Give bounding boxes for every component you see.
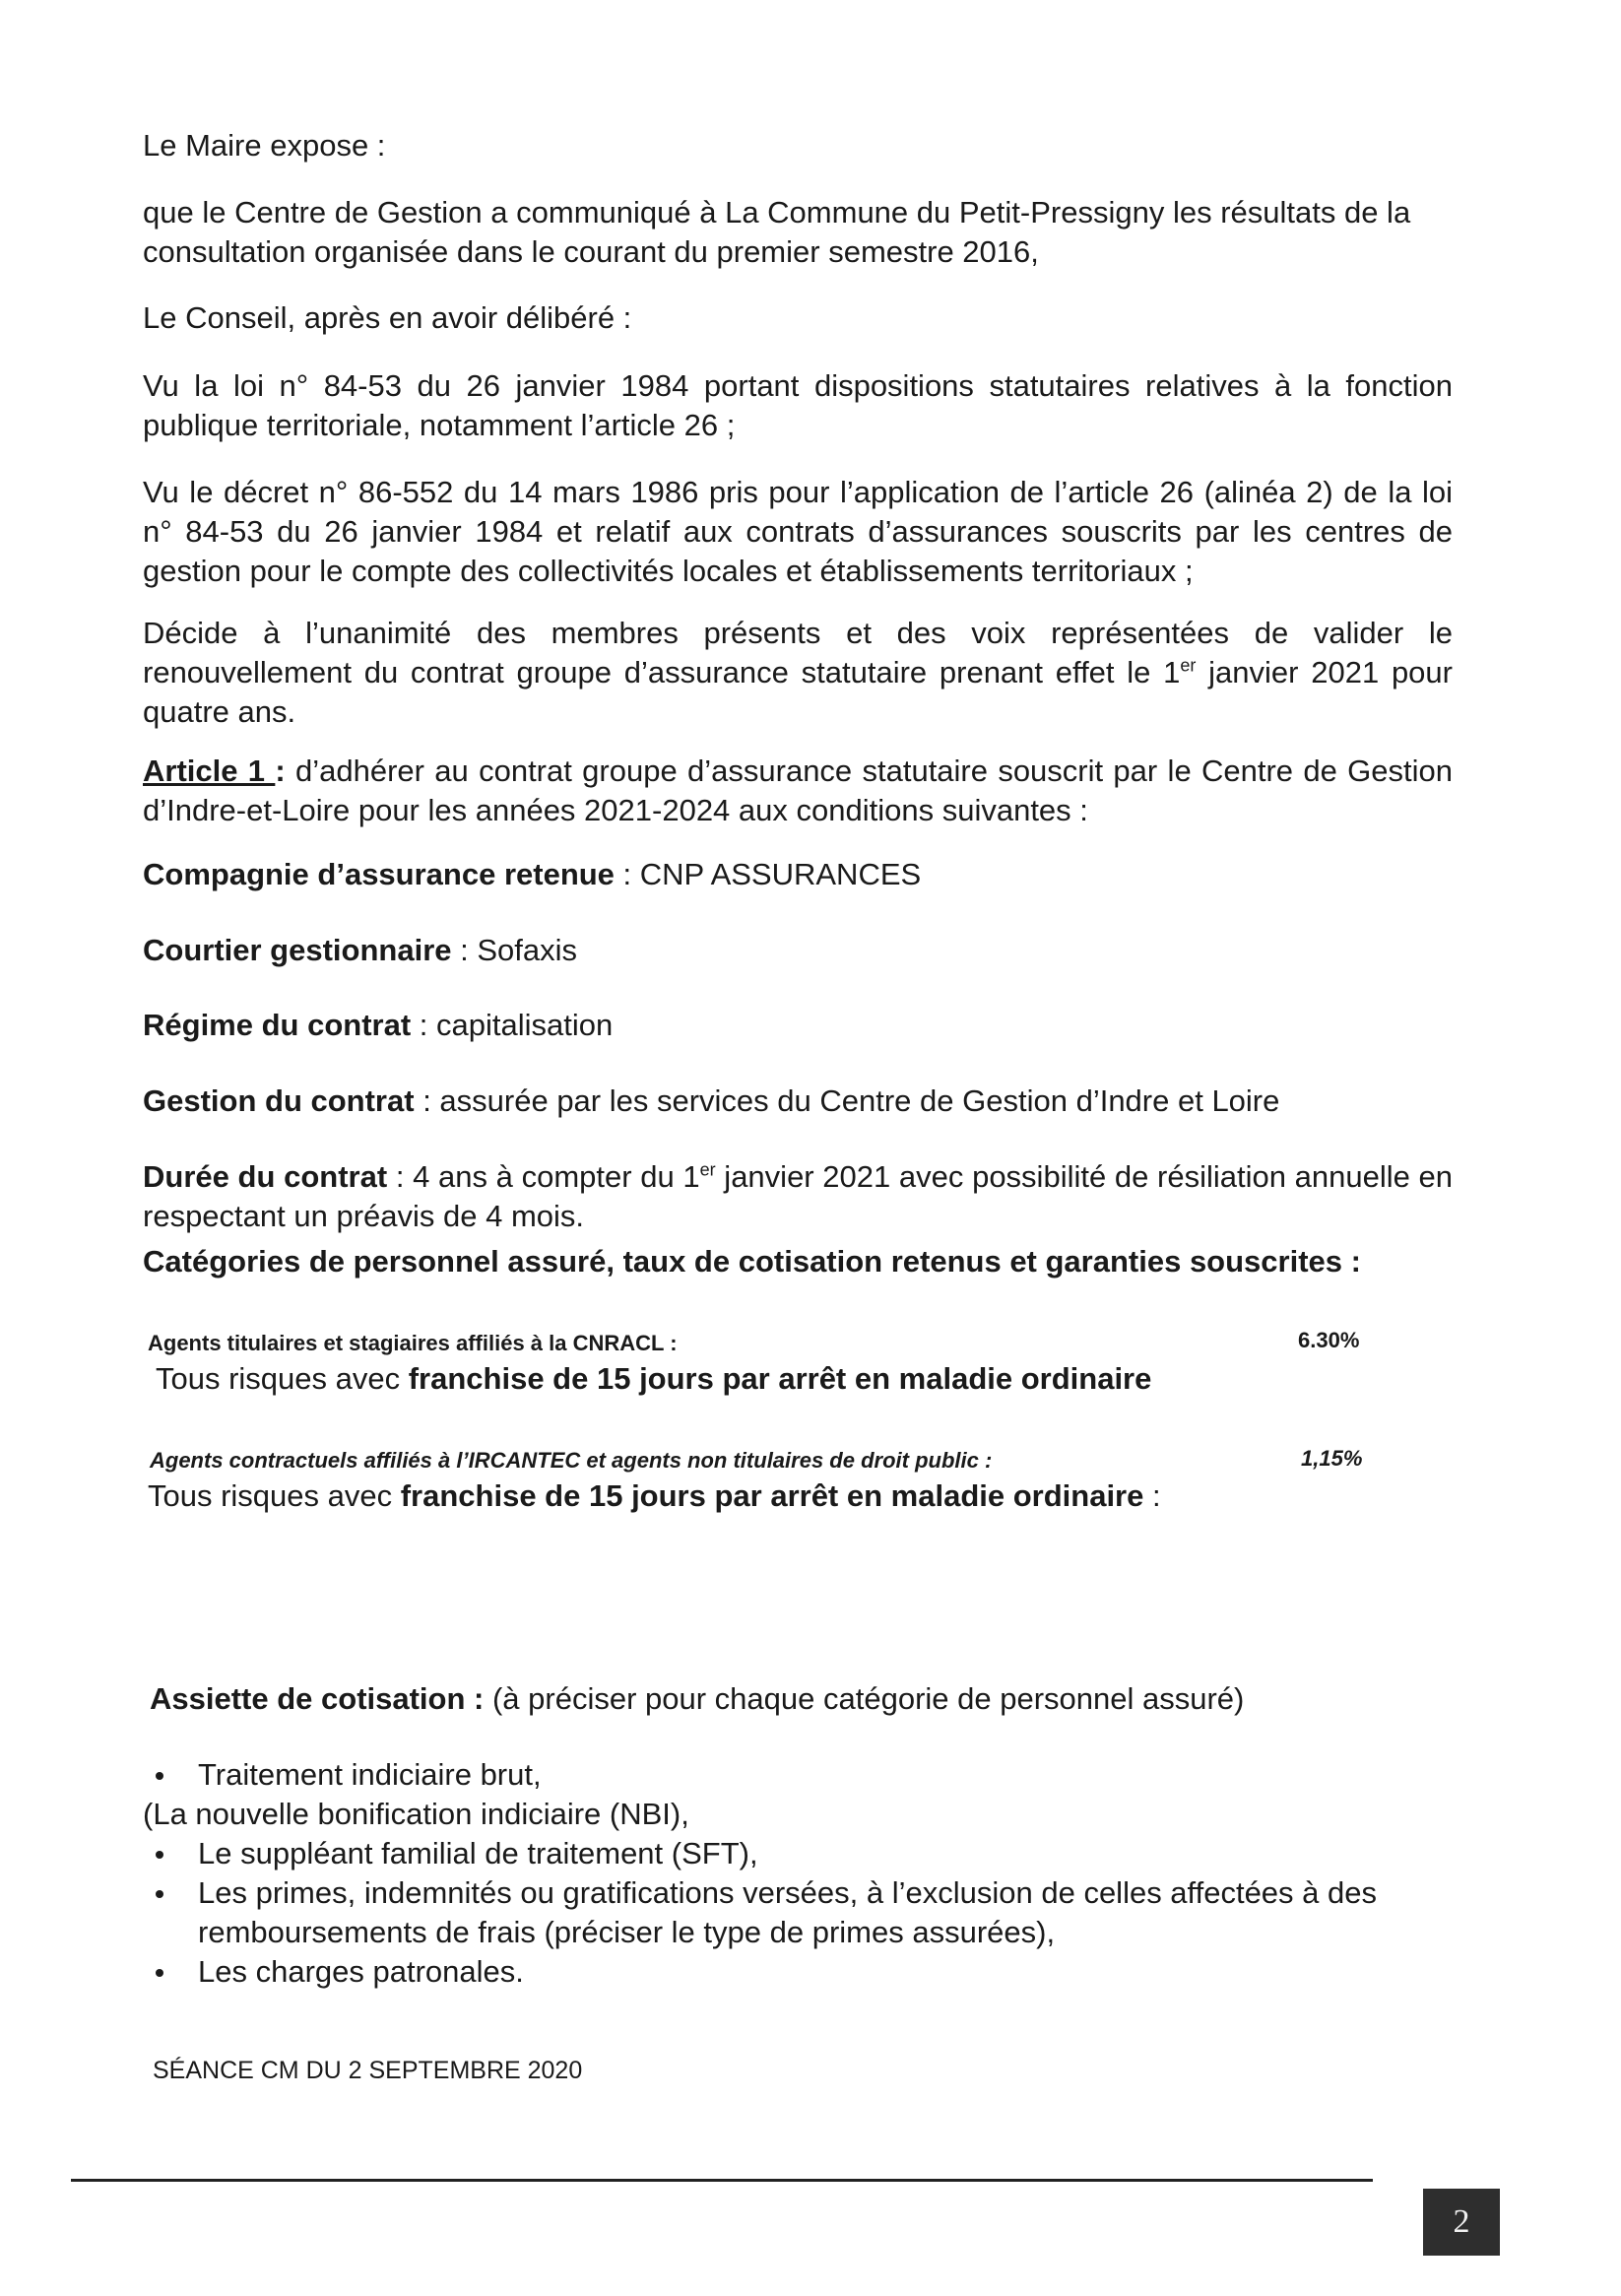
paragraph-communique: que le Centre de Gestion a communiqué à La Commune du Petit-Pressigny les résultats de la consultation organisée dans le courant du premier semestre 2016, — [143, 195, 1411, 269]
list-item: Traitement indiciaire brut, — [143, 1755, 1462, 1795]
decide-sup: er — [1180, 655, 1197, 676]
categories-heading: Catégories de personnel assuré, taux de cotisation retenus et garanties souscrites : — [143, 1244, 1361, 1279]
condition-value: : assurée par les services du Centre de Gestion d’Indre et Loire — [414, 1083, 1280, 1118]
paragraph-conseil: Le Conseil, après en avoir délibéré : — [143, 300, 632, 335]
list-item: Les primes, indemnités ou gratifications versées, à l’exclusion de celles affectées à des remboursements de frais (préciser le type de primes assurées), — [143, 1873, 1462, 1952]
condition-value: : CNP ASSURANCES — [614, 857, 922, 891]
risk-text: Tous risques avec — [156, 1361, 409, 1396]
condition-label: Compagnie d’assurance retenue — [143, 857, 615, 891]
condition-duree — [143, 1157, 1453, 1236]
list-item: Le suppléant familial de traitement (SFT), — [143, 1834, 1462, 1873]
session-footer: SÉANCE CM DU 2 SEPTEMBRE 2020 — [153, 2057, 583, 2084]
intro-text: Le Maire expose : — [143, 128, 386, 163]
condition-courtier — [143, 931, 1453, 970]
decide-text: Décide à l’unanimité des membres présents et des voix représentées de valider le renouvellement du contrat groupe d’assurance statutaire prenant effet le 1 — [143, 616, 1453, 689]
category-risk — [148, 1476, 1161, 1516]
assiette-list — [143, 1755, 1462, 1992]
condition-gestion — [143, 1082, 1453, 1121]
paragraph-vu-decret: Vu le décret n° 86-552 du 14 mars 1986 pris pour l’application de l’article 26 (alinéa 2) de la loi n° 84-53 du 26 janvier 1984 et relatif aux contrats d’assurances souscrits par les centres de gestion pour le compte des collectivités locales et établissements territoriaux ; — [143, 475, 1453, 588]
footer-divider — [71, 2179, 1373, 2182]
condition-regime — [143, 1006, 1453, 1045]
risk-text-end: : — [1143, 1478, 1161, 1513]
decide-text-end: janvier 2021 pour quatre ans. — [143, 655, 1453, 729]
article-1-text: d’adhérer au contrat groupe d’assurance statutaire souscrit par le Centre de Gestion d’Indre-et-Loire pour les années 2021-2024 aux conditions suivantes : — [143, 754, 1453, 827]
condition-label: Courtier gestionnaire — [143, 933, 452, 967]
paragraph-vu-loi: Vu la loi n° 84-53 du 26 janvier 1984 portant dispositions statutaires relatives à la fonction publique territoriale, notamment l’article 26 ; — [143, 368, 1453, 442]
assiette-label: Assiette de cotisation : — [150, 1681, 485, 1716]
condition-label: Gestion du contrat — [143, 1083, 415, 1118]
risk-text: Tous risques avec — [148, 1478, 401, 1513]
category-risk — [156, 1359, 1151, 1399]
condition-compagnie — [143, 855, 1453, 894]
article-1-label: Article 1 — [143, 754, 276, 788]
assiette-cotisation — [150, 1679, 1459, 1719]
assiette-value: (à préciser pour chaque catégorie de personnel assuré) — [484, 1681, 1245, 1716]
category-label: Agents titulaires et stagiaires affiliés à la CNRACL : — [148, 1331, 678, 1355]
paragraph-decide — [143, 614, 1453, 732]
condition-value: : capitalisation — [411, 1008, 614, 1042]
condition-value-end: janvier 2021 avec possibilité de résiliation annuelle en respectant un préavis de 4 mois. — [143, 1159, 1454, 1233]
category-rate: 1,15% — [1301, 1446, 1363, 1471]
article-1 — [143, 752, 1453, 830]
category-rate: 6.30% — [1298, 1328, 1360, 1352]
risk-bold-text: franchise de 15 jours par arrêt en maladie ordinaire — [400, 1478, 1144, 1513]
risk-bold-text: franchise de 15 jours par arrêt en maladie ordinaire — [408, 1361, 1152, 1396]
condition-value: : 4 ans à compter du 1 — [387, 1159, 700, 1194]
duree-sup: er — [699, 1159, 716, 1180]
condition-label: Régime du contrat — [143, 1008, 412, 1042]
condition-label: Durée du contrat — [143, 1159, 388, 1194]
category-label: Agents contractuels affiliés à l’IRCANTEC et agents non titulaires de droit public : — [150, 1448, 993, 1473]
condition-value: : Sofaxis — [451, 933, 577, 967]
page-number: 2 — [1423, 2189, 1500, 2256]
article-1-colon: : — [275, 754, 286, 788]
list-item: (La nouvelle bonification indiciaire (NBI), — [143, 1797, 689, 1831]
list-item: Les charges patronales. — [143, 1952, 1462, 1992]
